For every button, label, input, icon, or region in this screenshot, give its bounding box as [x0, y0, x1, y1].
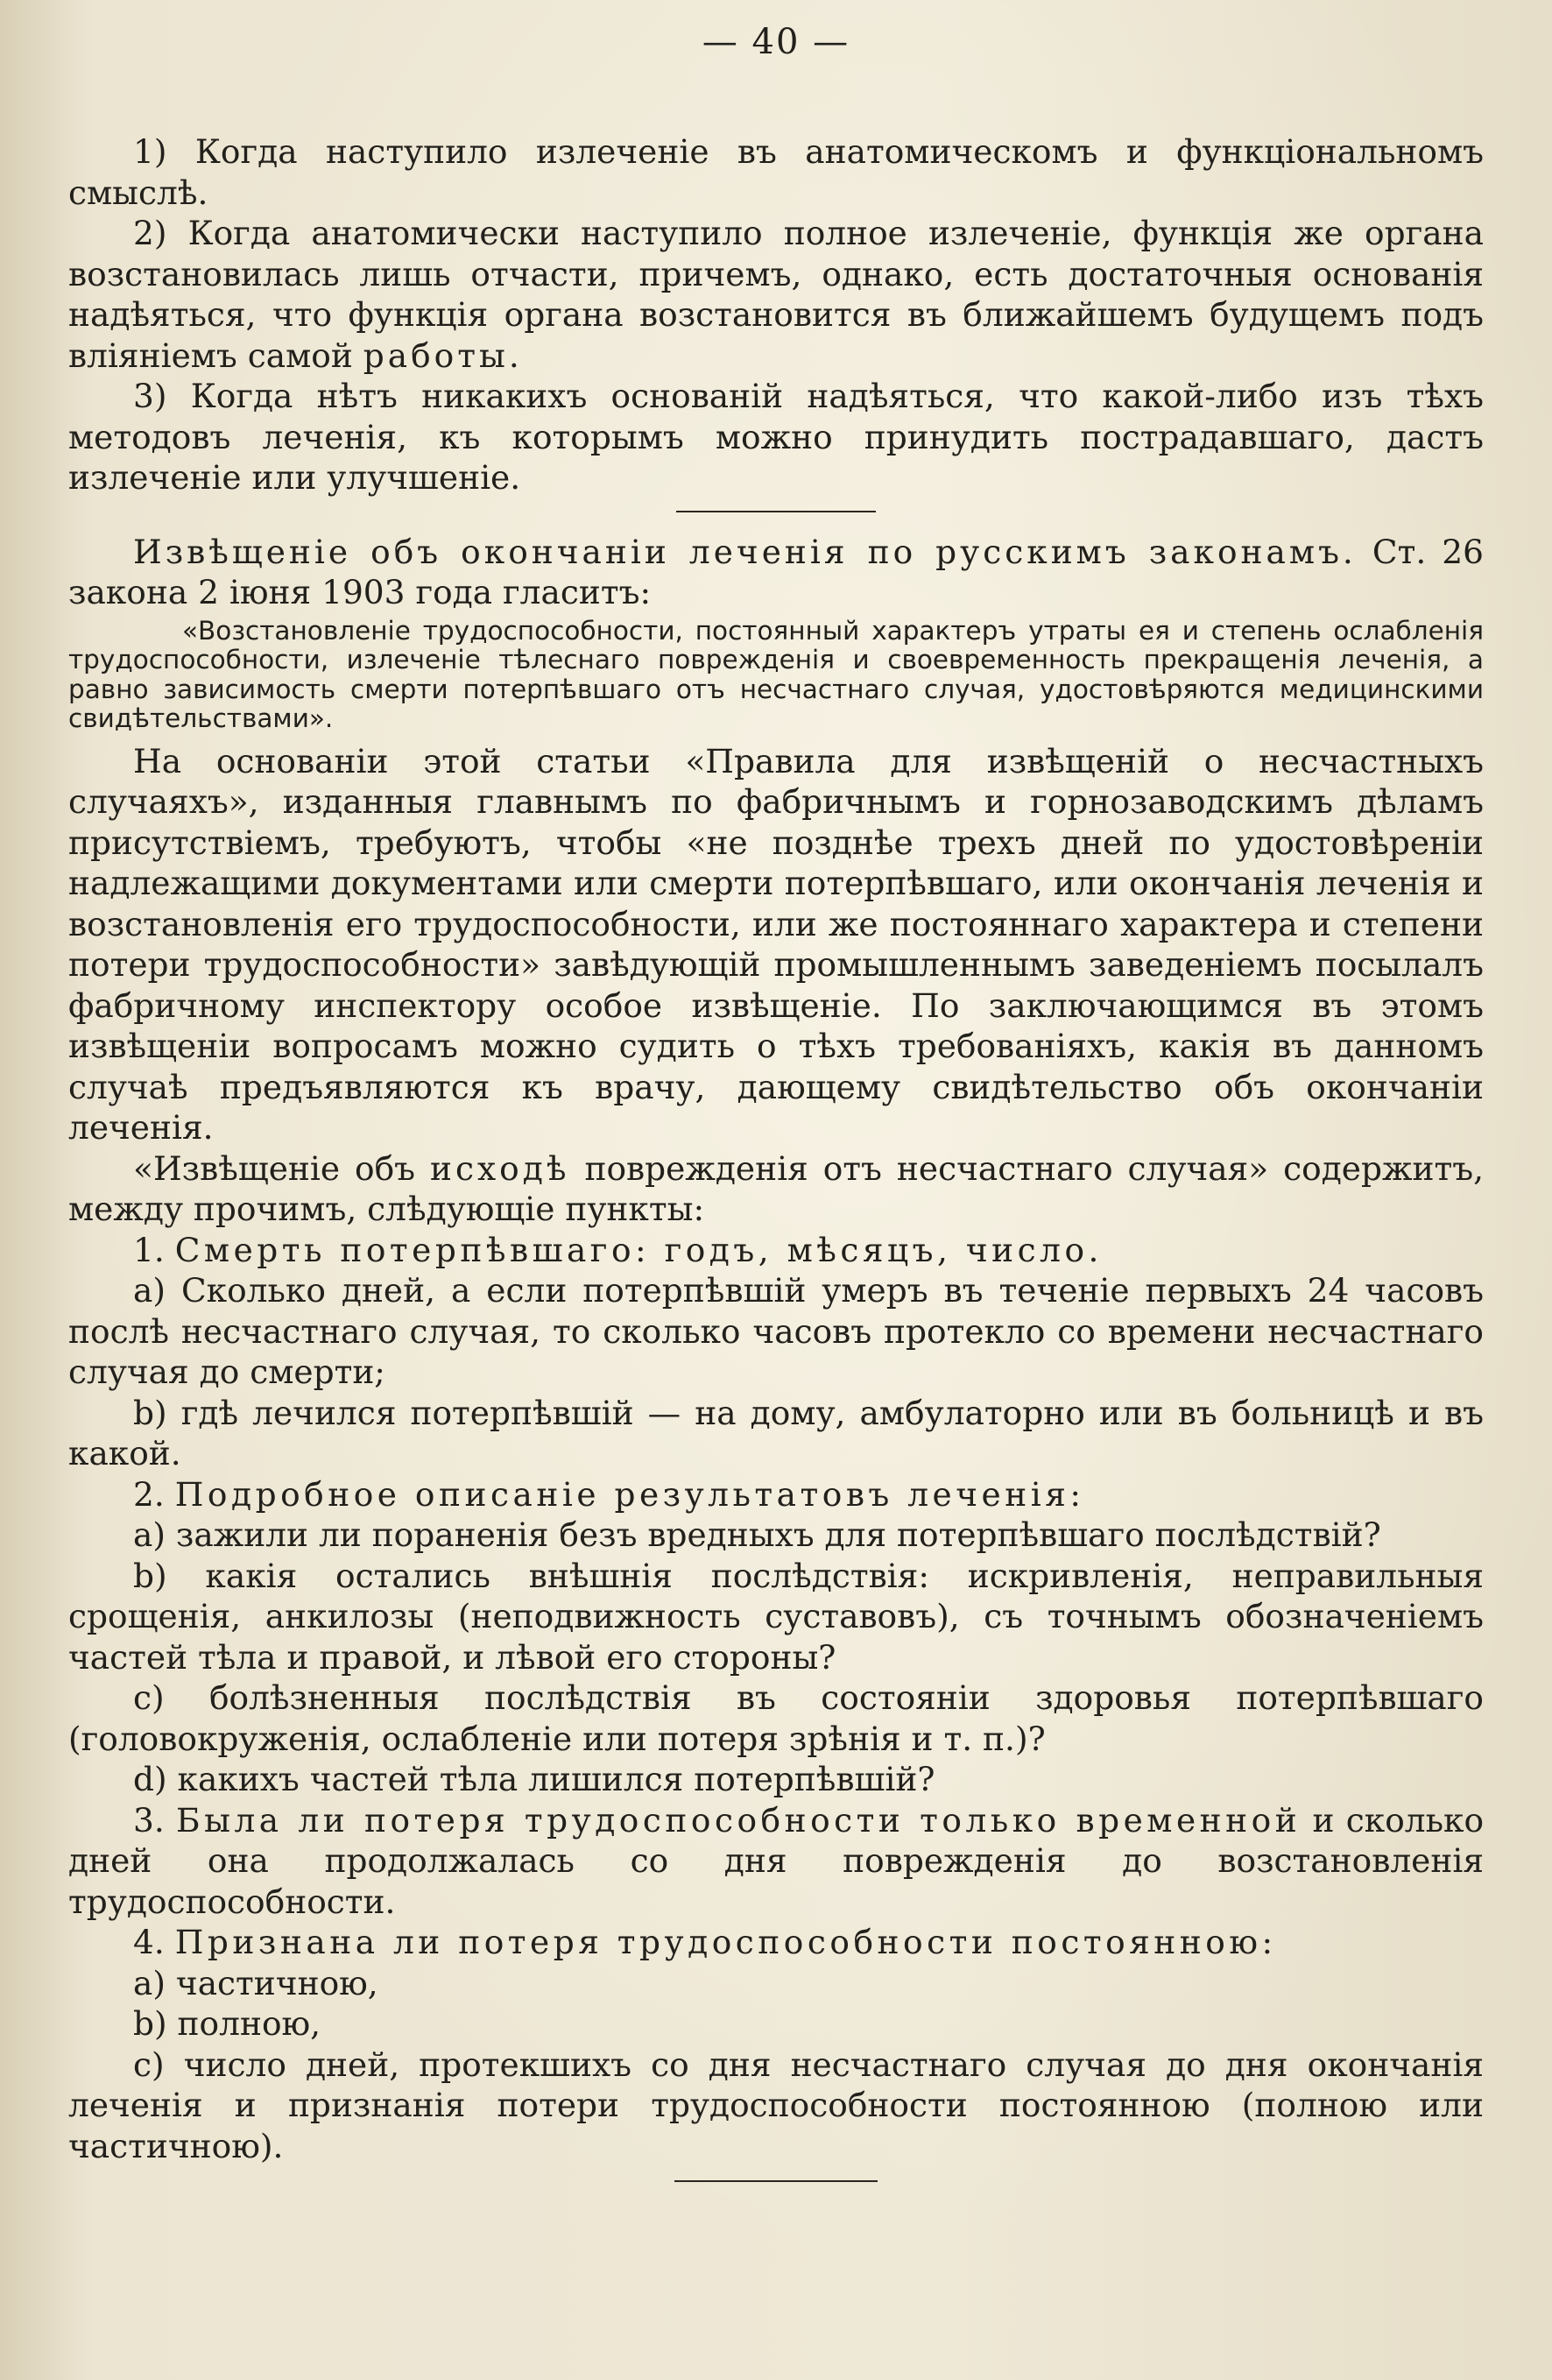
notice-open-spaced: исходѣ [430, 1148, 570, 1188]
item-2d: d) какихъ частей тѣла лишился потерпѣвшій? [133, 1760, 935, 1798]
item-number: 3. [133, 1800, 165, 1840]
case-3: 3) Когда нѣтъ никакихъ основаній надѣяться, что какой-либо изъ тѣхъ методовъ леченія, къ которымъ можно принудить пострадавшаго, дастъ излеченіе или улучшеніе. [68, 377, 1484, 497]
item-2 [68, 1474, 1484, 1515]
item-2b: b) какія остались внѣшнія послѣдствія: искривленія, неправильныя срощенія, анкилозы (неподвижность суставовъ), съ точнымъ обозначеніемъ частей тѣла и правой, и лѣвой его стороны? [68, 1556, 1484, 1677]
case-2-emphasis: работы. [363, 335, 523, 375]
item-3 [68, 1800, 1484, 1923]
case-1: 1) Когда наступило излеченіе въ анатомическомъ и функціональномъ смыслѣ. [68, 132, 1484, 212]
case-2 [68, 213, 1484, 376]
section-intro [68, 532, 1484, 613]
notice-open-after: поврежденія отъ несчастнаго случая» содержитъ, между прочимъ, слѣдующіе пункты: [68, 1148, 1485, 1228]
item-number: 1. [133, 1230, 165, 1269]
body-paragraph: На основаніи этой статьи «Правила для извѣщеній о несчастныхъ случаяхъ», изданныя главнымъ по фабричнымъ и горнозаводскимъ дѣламъ присутствіемъ, требуютъ, чтобы «не позднѣе трехъ дней по удостовѣреніи надлежащими документами или смерти потерпѣвшаго, или окончанія леченія и возстановленія его трудоспособности, или же постояннаго характера и степени потери трудоспособности» завѣдующій промышленнымъ заведеніемъ посылалъ фабричному инспектору особое извѣщеніе. По заключающимся въ этомъ извѣщеніи вопросамъ можно судить о тѣхъ требованіяхъ, какія въ данномъ случаѣ предъявляются къ врачу, дающему свидѣтельство объ окончаніи леченія. [68, 741, 1484, 1147]
item-heading: Подробное описаніе результатовъ леченія: [174, 1474, 1085, 1514]
section-divider [676, 511, 876, 512]
item-4b: b) полною, [133, 2004, 321, 2043]
item-number: 4. [133, 1923, 165, 1961]
item-heading: Смерть потерпѣвшаго: годъ, мѣсяцъ, число. [174, 1230, 1103, 1269]
item-1b: b) гдѣ лечился потерпѣвшій — на дому, амбулаторно или въ больницѣ и въ какой. [68, 1393, 1484, 1472]
item-text: и сколько дней она продолжалась со дня поврежденія до возстановленія трудоспособности. [68, 1800, 1485, 1921]
item-1a: a) Сколько дней, а если потерпѣвшій умеръ въ теченіе первыхъ 24 часовъ послѣ несчастнаго случая, то сколько часовъ протекло со времени несчастнаго случая до смерти; [68, 1271, 1484, 1391]
notice-intro [68, 1148, 1484, 1230]
section-heading: Извѣщеніе объ окончаніи леченія по русскимъ законамъ. [133, 532, 1357, 571]
case-2-text: 2) Когда анатомически наступило полное излеченіе, функція же органа возстановилась лишь отчасти, причемъ, однако, есть достаточныя основанія надѣяться, что функція органа возстановится въ ближайшемъ будущемъ подъ вліяніемъ самой [68, 214, 1484, 375]
item-4a: a) частичною, [133, 1963, 378, 2002]
item-4c: c) число дней, протекшихъ со дня несчастнаго случая до дня окончанія леченія и признанія потери трудоспособности постоянною (полною или частичною). [68, 2045, 1484, 2165]
law-quote: «Возстановленіе трудоспособности, постоянный характеръ утраты ея и степень ослабленія трудоспособности, излеченіе тѣлеснаго поврежденія и своевременность прекращенія леченія, а равно зависимость смерти потерпѣвшаго отъ несчастнаго случая, удостовѣряются медицинскими свидѣтельствами». [68, 615, 1484, 733]
item-heading: Признана ли потеря трудоспособности постоянною: [174, 1923, 1277, 1961]
section-lead: Ст. 26 закона 2 іюня 1903 года гласитъ: [68, 532, 1484, 611]
page-number: — 40 — [702, 22, 850, 62]
item-1 [68, 1230, 1484, 1271]
closing-divider [674, 2180, 878, 2182]
item-2c: c) болѣзненныя послѣдствія въ состояніи здоровья потерпѣвшаго (головокруженія, ослабленіе или потеря зрѣнія и т. п.)? [68, 1678, 1484, 1758]
item-heading: Была ли потеря трудоспособности только временной [176, 1800, 1302, 1840]
notice-items [68, 1230, 1484, 2167]
notice-open-before: «Извѣщеніе объ [133, 1148, 416, 1188]
item-4 [68, 1922, 1484, 1963]
item-2a: a) зажили ли пораненія безъ вредныхъ для потерпѣвшаго послѣдствій? [133, 1515, 1381, 1554]
item-number: 2. [133, 1474, 165, 1514]
